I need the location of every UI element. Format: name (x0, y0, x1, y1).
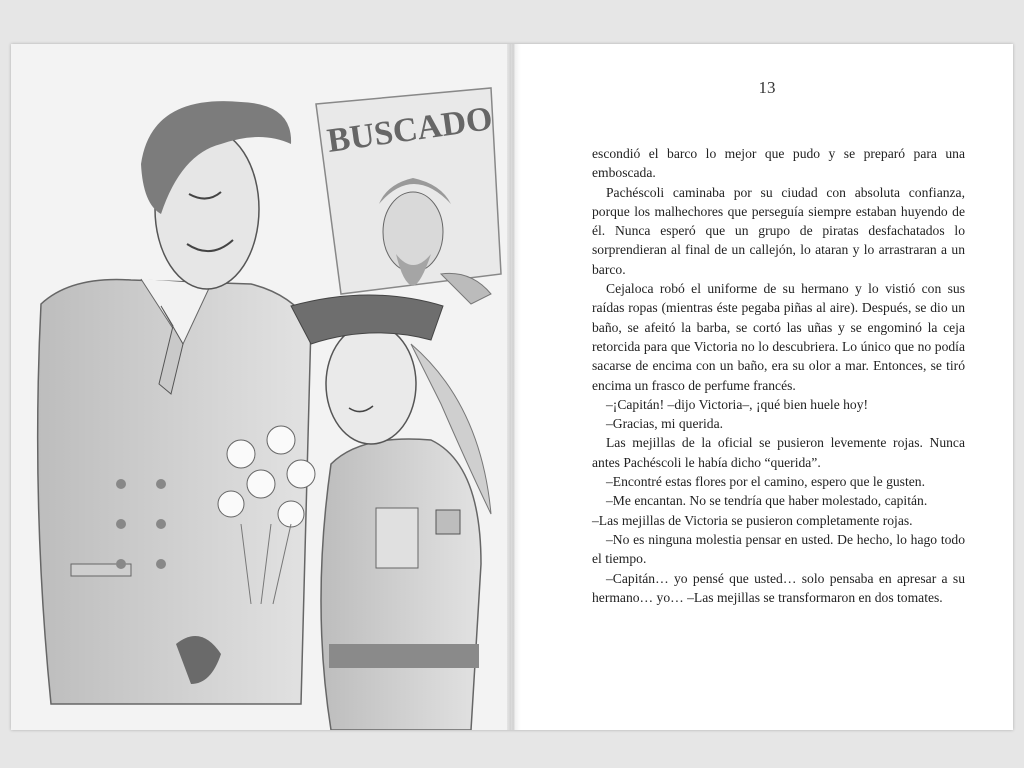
text-page (521, 44, 1013, 730)
pencil-illustration-icon (11, 44, 511, 730)
illustration-page (11, 44, 511, 730)
paragraph: escondió el barco lo mejor que pudo y se preparó para una emboscada. (592, 146, 965, 181)
paragraph: –¡Capitán! –dijo Victoria–, ¡qué bien huele hoy! (606, 396, 869, 412)
paragraph: –Capitán… yo pensé que usted… solo pensaba en apresar a su hermano… yo… –Las mejillas se transformaron en dos tomates. (592, 570, 965, 605)
paragraph: –No es ninguna molestia pensar en usted. De hecho, lo hago todo el tiempo. (592, 531, 965, 567)
paragraph: –Gracias, mi querida. (606, 416, 724, 432)
wanted-poster (316, 88, 501, 304)
wanted-poster-text: BUSCADO (324, 100, 495, 160)
paragraph: –Encontré estas flores por el camino, espero que le gusten. (606, 474, 925, 490)
book-gutter (507, 44, 521, 730)
paragraph: –Las mejillas de Victoria se pusieron completamente rojas. (592, 512, 913, 528)
story-text (592, 144, 965, 607)
paragraph: Cejaloca robó el uniforme de su hermano y lo vistió con sus raídas ropas (mientras éste pegaba piñas al aire). Después, se dio un baño, se afeitó la barba, se cortó las uñas y se engominó la ceja retorcida para que Victoria no lo descubriera. Lo único que no podía sacarse de encima con un baño, era su olor a mar. Entonces, se tiró encima un frasco de perfume francés. (592, 281, 965, 393)
paragraph: Las mejillas de la oficial se pusieron levemente rojas. Nunca antes Pachéscoli le había dicho “querida”. (592, 435, 965, 470)
paragraph: –Me encantan. No se tendría que haber molestado, capitán. (606, 493, 928, 509)
paragraph: Pachéscoli caminaba por su ciudad con absoluta confianza, porque los malhechores que perseguía siempre estaban huyendo de él. Nunca esperó que un grupo de piratas desfachatados lo sorprendieran al final de un callejón, lo ataran y lo arrastraran a un barco. (592, 184, 965, 277)
book-spread (11, 44, 1013, 730)
page-number: 13 (758, 78, 776, 97)
